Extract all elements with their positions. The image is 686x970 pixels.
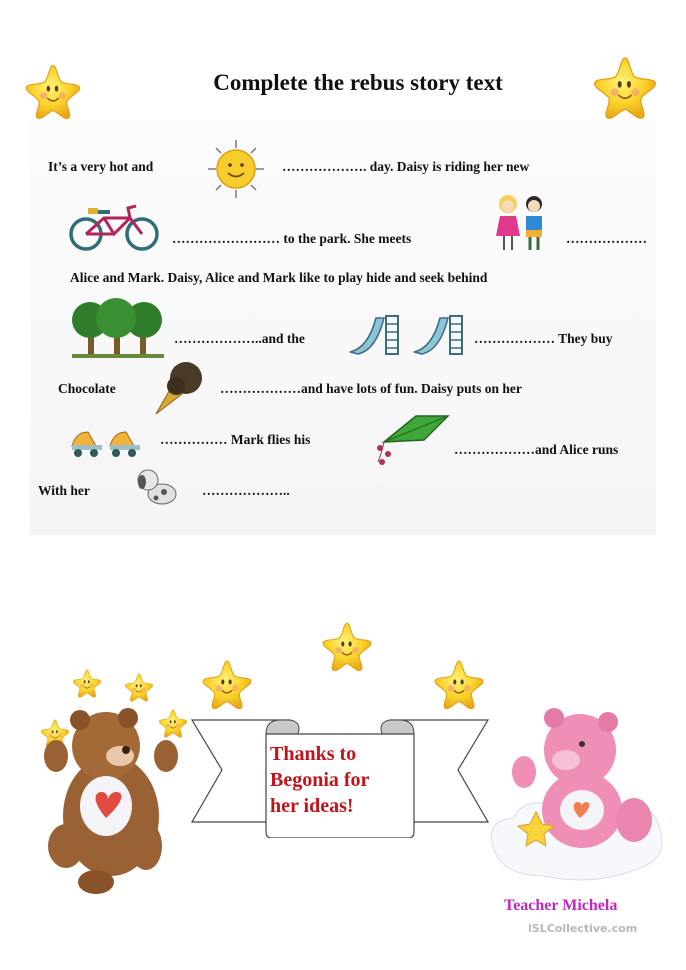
brown-bear-illustration (36, 696, 186, 896)
page-title: Complete the rebus story text (213, 70, 503, 95)
story-text: ……………… They buy (474, 331, 613, 346)
story-text: ………………and Alice runs (454, 442, 619, 457)
trees-icon (68, 296, 168, 360)
sun-icon (204, 138, 268, 200)
story-text: It’s a very hot and (48, 159, 154, 174)
star-icon (320, 620, 374, 672)
story-text: …………… Mark flies his (160, 432, 311, 447)
banner-line: Begonia for (270, 769, 370, 791)
story-text: Chocolate (58, 381, 116, 396)
roller-skates-icon (70, 428, 150, 458)
kite-icon (374, 412, 454, 468)
story-text: ……………… (566, 231, 647, 246)
pink-bear-illustration (484, 700, 670, 890)
star-icon (432, 658, 486, 710)
banner-line: Thanks to (270, 743, 357, 765)
star-icon (200, 658, 254, 710)
teacher-name: Teacher Michela (504, 897, 618, 914)
story-text: ………………. day. Daisy is riding her new (282, 159, 530, 174)
banner-line: her ideas! (270, 795, 354, 817)
dog-icon (134, 466, 180, 506)
story-text: ……………….. (202, 483, 290, 498)
slide-icon (346, 312, 402, 356)
star-icon (72, 668, 102, 698)
story-text: …………………… to the park. She meets (172, 231, 412, 246)
story-text: ………………..and the (174, 331, 305, 346)
story-text: ………………and have lots of fun. Daisy puts on her (220, 381, 522, 396)
watermark: iSLCollective.com (528, 922, 638, 935)
children-icon (492, 192, 552, 256)
story-text: Alice and Mark. Daisy, Alice and Mark like to play hide and seek behind (70, 270, 488, 285)
star-icon (592, 54, 658, 120)
story-text: With her (38, 483, 90, 498)
banner-text (270, 741, 369, 819)
slide-icon (410, 312, 466, 356)
bicycle-icon (68, 200, 160, 252)
ice-cream-icon (150, 358, 210, 418)
